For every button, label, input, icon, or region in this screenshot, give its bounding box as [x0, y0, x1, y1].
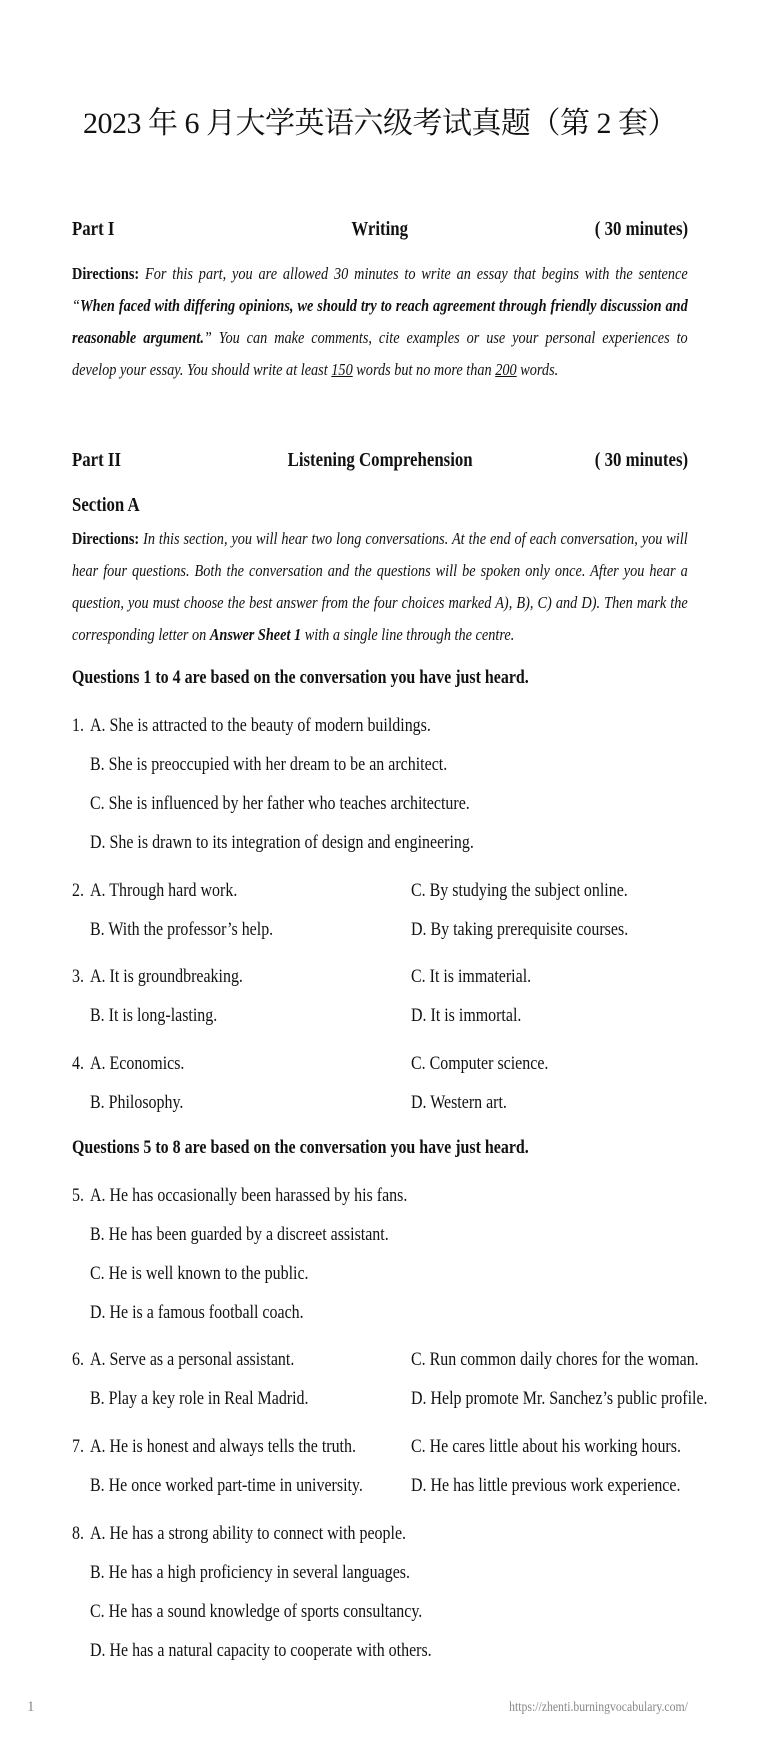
option-d: D. It is immortal.: [411, 1005, 522, 1026]
option-b: B. It is long-lasting.: [90, 1005, 218, 1026]
option-c: C. He cares little about his working hours.: [411, 1436, 681, 1457]
part-2-directions: [72, 523, 688, 651]
directions-text: with a single line through the centre.: [301, 625, 515, 644]
page-number: 1: [27, 1699, 35, 1715]
question-number: 6.: [72, 1349, 84, 1370]
part-2-name: Listening Comprehension: [287, 449, 473, 471]
question-number: 1.: [72, 715, 84, 736]
part-1-header: [72, 218, 688, 246]
part-1-directions: [72, 258, 688, 386]
option-c: C. He has a sound knowledge of sports consultancy.: [90, 1601, 423, 1622]
option-a: A. It is groundbreaking.: [90, 966, 243, 987]
option-d: D. He is a famous football coach.: [90, 1302, 304, 1323]
option-c: C. It is immaterial.: [411, 966, 532, 987]
option-a: A. Serve as a personal assistant.: [90, 1349, 295, 1370]
part-1-name: Writing: [351, 218, 409, 240]
option-c: C. She is influenced by her father who teaches architecture.: [90, 793, 470, 814]
option-d: D. She is drawn to its integration of design and engineering.: [90, 832, 474, 853]
question-number: 5.: [72, 1185, 84, 1206]
question-group-heading: Questions 1 to 4 are based on the conversation you have just heard.: [72, 667, 529, 688]
option-b: B. He has been guarded by a discreet assistant.: [90, 1224, 389, 1245]
option-a: A. Economics.: [90, 1053, 185, 1074]
directions-text: words.: [516, 360, 559, 379]
option-b: B. She is preoccupied with her dream to be an architect.: [90, 754, 448, 775]
directions-text: In this section, you will hear two long conversations. At the end of each conversation, you will hear four questions. Both the conversation and the questions will be spoken only once. After you hear a question, you must choose the best answer from the four choices marked A), B), C) and D). Then mark the corresponding letter on: [72, 529, 688, 644]
directions-lead: Directions:: [72, 529, 140, 548]
option-c: C. By studying the subject online.: [411, 880, 628, 901]
option-d: D. He has a natural capacity to cooperate with others.: [90, 1640, 432, 1661]
option-a: A. She is attracted to the beauty of modern buildings.: [90, 715, 431, 736]
option-a: A. He has a strong ability to connect with people.: [90, 1523, 407, 1544]
option-c: C. He is well known to the public.: [90, 1263, 309, 1284]
question-group-heading: Questions 5 to 8 are based on the conversation you have just heard.: [72, 1137, 529, 1158]
option-c: C. Run common daily chores for the woman.: [411, 1349, 699, 1370]
option-b: B. Play a key role in Real Madrid.: [90, 1388, 309, 1409]
question-number: 3.: [72, 966, 84, 987]
directions-text: ” You can make comments, cite examples or use your personal experiences to develop your essay. You should write at least: [72, 328, 688, 379]
option-d: D. Western art.: [411, 1092, 507, 1113]
question-number: 4.: [72, 1053, 84, 1074]
max-words: 200: [495, 360, 517, 379]
part-2-header: [72, 449, 688, 477]
directions-text: For this part, you are allowed 30 minutes to write an essay that begins with the sentence “: [72, 264, 688, 315]
question-number: 7.: [72, 1436, 84, 1457]
part-2-label: Part II: [72, 449, 121, 471]
min-words: 150: [331, 360, 353, 379]
option-a: A. He is honest and always tells the truth.: [90, 1436, 356, 1457]
answer-sheet-ref: Answer Sheet 1: [209, 625, 302, 644]
option-b: B. He has a high proficiency in several languages.: [90, 1562, 410, 1583]
part-2-time: ( 30 minutes): [594, 449, 688, 471]
option-a: A. Through hard work.: [90, 880, 238, 901]
option-c: C. Computer science.: [411, 1053, 549, 1074]
page-title: 2023 年 6 月大学英语六级考试真题（第 2 套）: [83, 107, 677, 140]
question-number: 8.: [72, 1523, 84, 1544]
part-1-label: Part I: [72, 218, 115, 240]
option-a: A. He has occasionally been harassed by his fans.: [90, 1185, 408, 1206]
option-b: B. He once worked part-time in university.: [90, 1475, 363, 1496]
essay-prompt: When faced with differing opinions, we should try to reach agreement through friendly discussion and reasonable argument.: [72, 296, 688, 347]
option-b: B. Philosophy.: [90, 1092, 184, 1113]
directions-lead: Directions:: [72, 264, 140, 283]
option-d: D. By taking prerequisite courses.: [411, 919, 629, 940]
option-d: D. Help promote Mr. Sanchez’s public profile.: [411, 1388, 708, 1409]
part-1-time: ( 30 minutes): [594, 218, 688, 240]
directions-text: words but no more than: [352, 360, 496, 379]
source-url[interactable]: https://zhenti.burningvocabulary.com/: [509, 1700, 688, 1715]
section-a-heading: Section A: [72, 494, 140, 516]
option-b: B. With the professor’s help.: [90, 919, 274, 940]
question-number: 2.: [72, 880, 84, 901]
option-d: D. He has little previous work experience.: [411, 1475, 681, 1496]
